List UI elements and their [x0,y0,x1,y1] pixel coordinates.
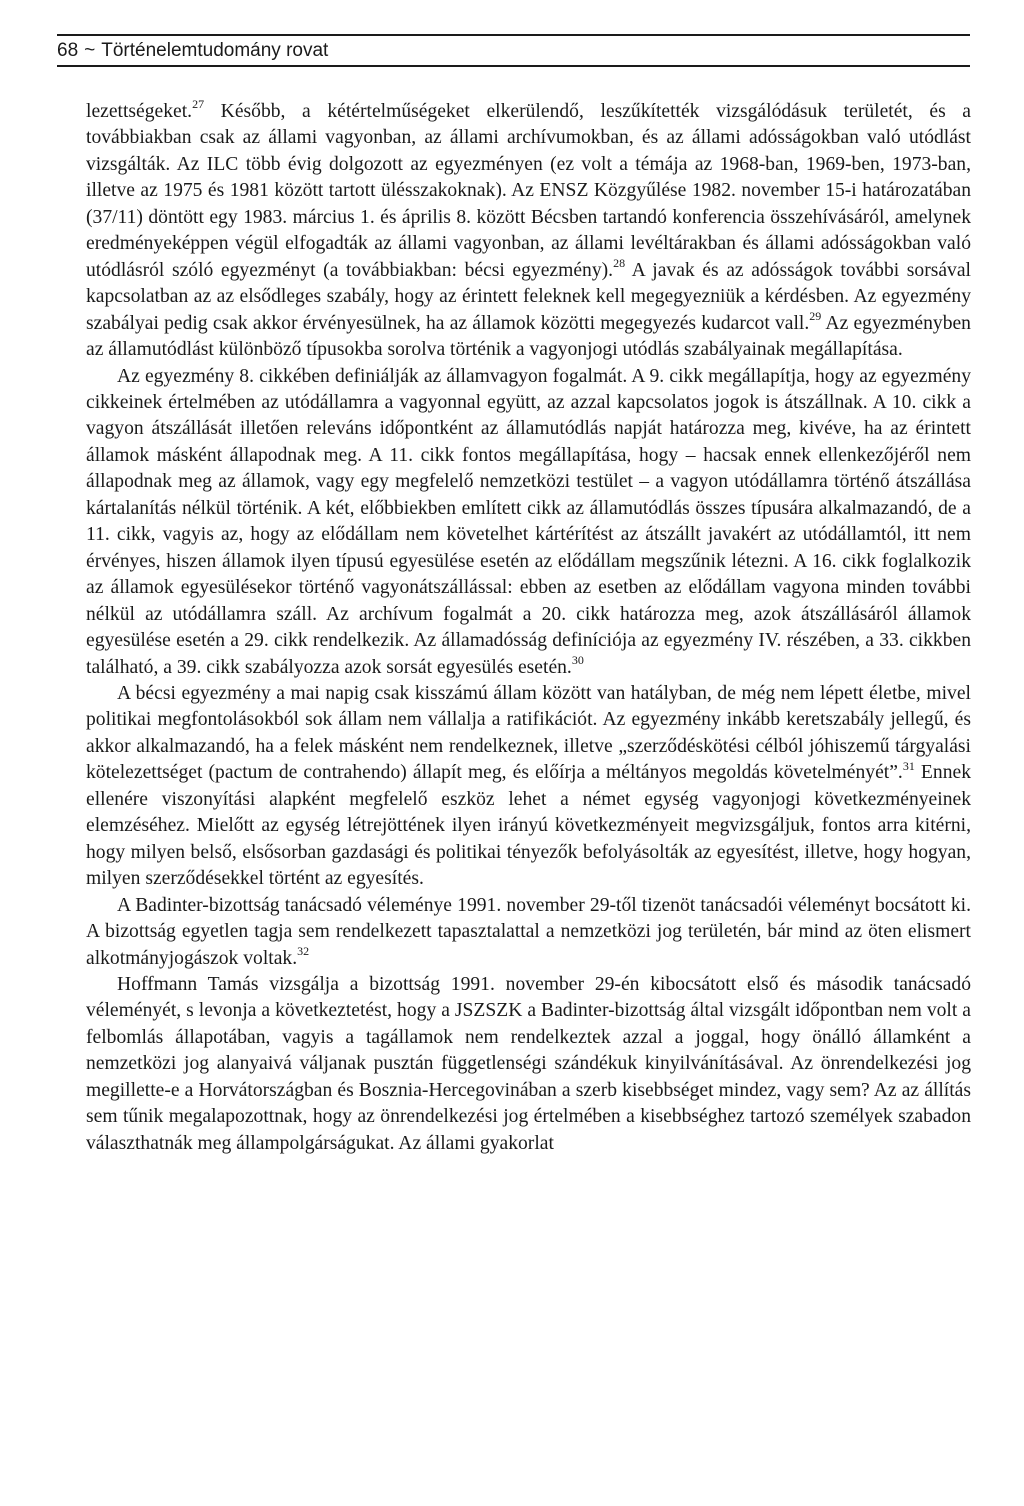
footnote-marker: 28 [613,256,626,271]
paragraph-text: A javak és az adósságok további sorsával kapcsolatban az az elsődleges szabály, hogy az érintett feleknek kell megegyezniük a kérdésben. Az egyezmény szabályai pedig csak akkor érvényesülnek, ha az államok közötti megegyezés kudarcot vall. [86,259,971,334]
paragraph-text: Ennek ellenére viszonyítási alapként megfelelő eszköz lehet a német egység vagyonjogi következményeinek elemzéséhez. Mielőtt az egység létrejöttének ilyen irányú következményeit megvizsgáljuk, fontos arra kitérni, hogy milyen belső, elsősorban gazdasági és politikai tényezők befolyásolták az egyesítést, illetve, hogy hogyan, milyen szerződésekkel történt az egyesítés. [86,762,971,890]
paragraph-text: A bécsi egyezmény a mai napig csak kisszámú állam között van hatályban, de még nem lépett életbe, mivel politikai megfontolásokból sok állam nem vállalja a ratifikációt. Az egyezmény inkább keretszabály jellegű, és akkor alkalmazandó, ha a felek másként nem rendelkeznek, illetve „szerződéskötési célból jóhiszemű tárgyalási kötelezettséget (pactum de contrahendo) állapít meg, és előírja a méltányos megoldás követelményét”. [86,682,971,784]
body-text [86,99,971,1157]
footnote-marker: 29 [809,309,822,324]
footnote-marker: 31 [902,758,915,773]
paragraph [86,893,971,972]
footnote-marker: 27 [192,97,205,112]
running-head [57,40,970,62]
header-rule-top [57,34,970,36]
paragraph [86,99,971,364]
header-rule-bottom [57,65,970,67]
paragraph-text: A Badinter-bizottság tanácsadó véleménye 1991. november 29-től tizenöt tanácsadói véleményt bocsátott ki. A bizottság egyetlen tagja sem rendelkezett tapasztalattal a nemzetközi jog területén, bár mind az öten elismert alkotmányjogászok voltak. [86,894,971,969]
page-number: 68 [57,40,79,61]
section-title: Történelemtudomány rovat [101,40,329,61]
paragraph-text: lezettségeket. [86,101,193,122]
header-separator: ~ [84,40,96,61]
footnote-marker: 32 [297,943,310,958]
paragraph-text: Az egyezmény 8. cikkében definiálják az államvagyon fogalmát. A 9. cikk megállapítja, hogy az egyezmény cikkeinek értelmében az utódállamra a vagyonnal együtt, az azzal kapcsolatos jogok is átszállnak. A 10. cikk a vagyon átszállását illetően releváns időpontként az államutódlás napját határozza meg, kivéve, ha az érintett államok másként állapodnak meg. A 11. cikk fontos megállapítása, hogy – hacsak ennek ellenkezőjéről nem állapodnak meg az államok, vagy egy megfelelő nemzetközi testület – a vagyon utódállamra történő átszállása kártalanítás nélkül történik. A két, előbbiekben említett cikk az államutódlás összes típusára alkalmazandó, de a 11. cikk, vagyis az, hogy az elődállam nem követelhet kártérítést az átszállt javakért az utódállamtól, itt nem érvényes, hiszen államok ilyen típusú egyesülése esetén az elődállam megszűnik létezni. A 16. cikk foglalkozik az államok egyesülésekor történő vagyonátszállással: ebben az esetben az elődállam vagyona minden további nélkül az utódállamra száll. Az archívum fogalmát a 20. cikk határozza meg, azok átszállásáról államok egyesülése esetén a 29. cikk rendelkezik. Az államadósság definíciója az egyezmény IV. részében, a 33. cikkben található, a 39. cikk szabályozza azok sorsát egyesülés esetén. [86,365,971,678]
paragraph-text: Hoffmann Tamás vizsgálja a bizottság 1991. november 29-én kibocsátott első és második tanácsadó véleményét, s levonja a következtetést, hogy a JSZSZK a Badinter-bizottság által vizsgált időpontban nem volt a felbomlás állapotában, vagyis a tagállamok nem rendelkeztek azzal a joggal, hogy önálló államként a nemzetközi jog alanyaivá váljanak pusztán függetlenségi szándékuk kinyilvánításával. Az önrendelkezési jog megillette-e a Horvátországban és Bosznia-Hercegovinában a szerb kisebbséget mindez, vagy sem? Az az állítás sem tűnik megalapozottnak, hogy az önrendelkezési jog értelmében a kisebbséghez tartozó személyek szabadon választhatnák meg állampolgárságukat. Az állami gyakorlat [86,973,971,1154]
paragraph-text: Később, a kétértelműségeket elkerülendő, leszűkítették vizsgálódásuk területét, és a továbbiakban csak az állami vagyonban, az állami archívumokban, és az állami adósságokban való utódlást vizsgálták. Az ILC több évig dolgozott az egyezményen (ez volt a témája az 1968-ban, 1969-ben, 1973-ban, illetve az 1975 és 1981 között tartott ülésszakoknak). Az ENSZ Közgyűlése 1982. november 15-i határozatában (37/11) döntött egy 1983. március 1. és április 8. között Bécsben tartandó konferencia összehívásáról, amelynek eredményeképpen végül elfogadták az állami vagyonban, az állami levéltárakban és állami adósságokban való utódlásról szóló egyezményt (a továbbiakban: bécsi egyezmény). [86,101,971,281]
paragraph [86,681,971,893]
footnote-marker: 30 [571,652,584,667]
paragraph-text: Az egyezményben az államutódlást különböző típusokba sorolva történik a vagyonjogi utódlás szabályainak megállapítása. [86,312,971,361]
paragraph [86,364,971,681]
paragraph [86,972,971,1157]
